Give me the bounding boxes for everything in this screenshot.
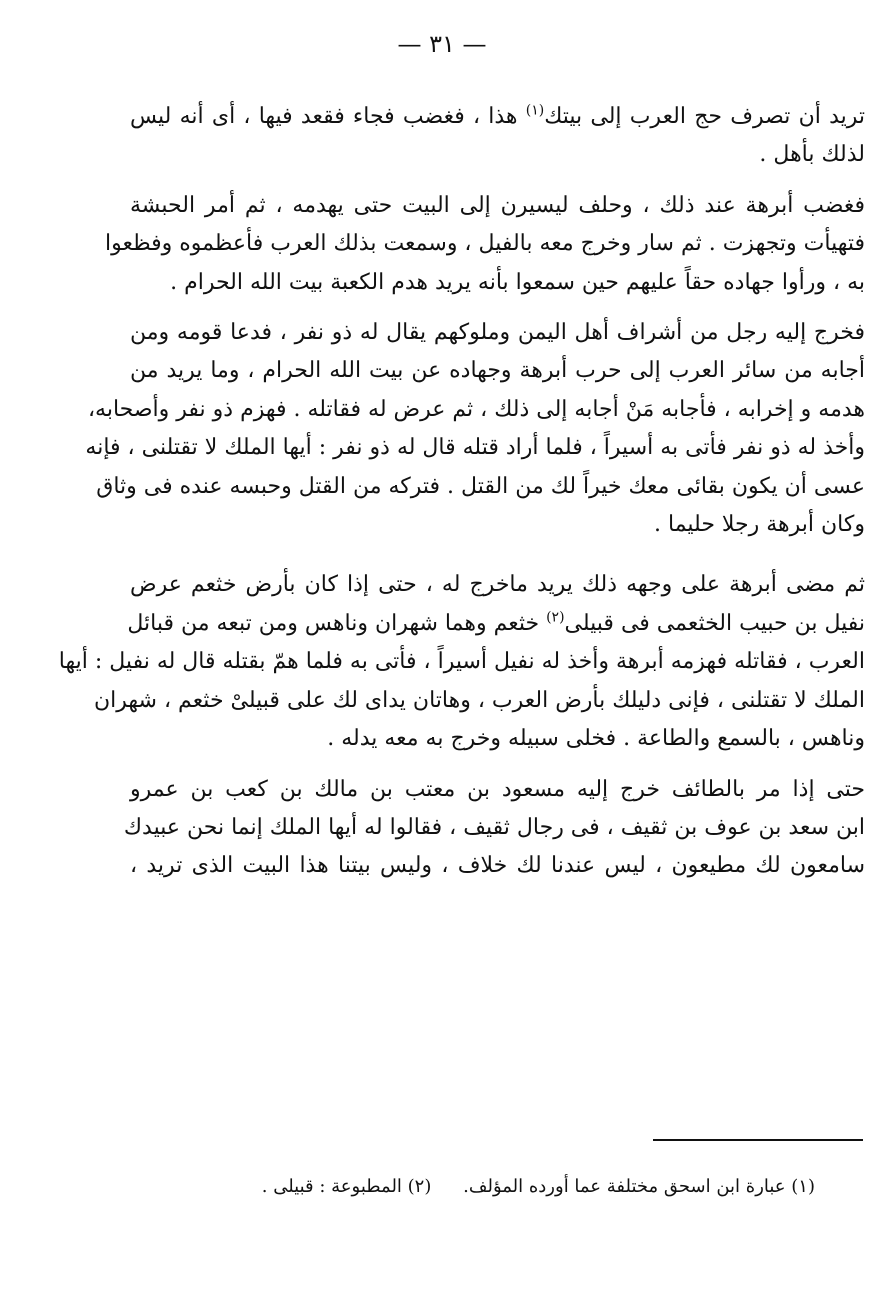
text-line: الملك لا تقتلنى ، فإنى دليلك بأرض العرب ، وهاتان يداى لك على قبيلىْ خثعم ، شهران [93,687,865,713]
text-line: فغضب أبرهة عند ذلك ، وحلف ليسيرن إلى البيت حتى يهدمه ، ثم أمر الحبشة [130,192,865,218]
text-line: سامعون لك مطيعون ، ليس عندنا لك خلاف ، وليس بيتنا هذا البيت الذى تريد ، [130,853,865,879]
text-line: وناهس ، بالسمع والطاعة . فخلى سبيله وخرج به معه يدله . [327,726,865,752]
text-line: لذلك بأهل . [759,142,865,168]
text-line: تريد أن تصرف حج العرب إلى بيتك$^{(١)}$ هذا ، فغضب فجاء فقعد فيها ، أى أنه ليس [130,102,865,129]
text-line: وكان أبرهة رجلا حليما . [654,512,865,538]
paragraph-2 [105,187,865,302]
footnote-2: (٢) المطبوعة : قبيلى . [261,1176,432,1197]
text-line: به ، ورأوا جهاده حقاً عليهم حين سمعوا بأنه يريد هدم الكعبة بيت الله الحرام . [170,269,865,295]
footnotes [250,1176,815,1197]
text-line: ابن سعد بن عوف بن ثقيف ، فى رجال ثقيف ، فقالوا له أيها الملك إنما نحن عبيدك [123,814,865,840]
paragraph-4 [58,566,865,758]
text-line: عسى أن يكون بقائى معك خيراً لك من القتل . فتركه من القتل وحبسه عنده فى وثاق [96,473,865,499]
text-line: العرب ، فقاتله فهزمه أبرهة وأخذ له نفيل أسيراً ، فأتى به فلما همّ بقتله قال له نفيل : أيها [58,649,865,675]
text-line: حتى إذا مر بالطائف خرج إليه مسعود بن معتب بن مالك بن كعب بن عمرو [130,776,865,802]
text-line: وأخذ له ذو نفر فأتى به أسيراً ، فلما أراد قتله قال له ذو نفر : أيها الملك لا تقتلنى ، فإنه [85,435,865,461]
text-line: أجابه من سائر العرب إلى حرب أبرهة وجهاده عن بيت الله الحرام ، وما يريد من [130,358,865,384]
paragraph-5 [123,771,865,886]
footnote-ref-1: (١) [525,102,545,119]
footnote-divider [653,1139,863,1141]
footnote-1: (١) عبارة ابن اسحق مختلفة عما أورده المؤلف. [463,1176,815,1197]
paragraph-1 [130,98,865,175]
text-line: نفيل بن حبيب الخثعمى فى قبيلى$^{(٢)}$ خثعم وهما شهران وناهس ومن تبعه من قبائل [127,609,865,636]
text-line: ثم مضى أبرهة على وجهه ذلك يريد ماخرج له ، حتى إذا كان بأرض خثعم عرض [130,572,865,598]
paragraph-3 [85,314,865,544]
body-text [58,98,865,886]
footnote-ref-2: (٢) [546,609,565,626]
text-line: فخرج إليه رجل من أشراف أهل اليمن وملوكهم يقال له ذو نفر ، فدعا قومه ومن [130,320,865,346]
page-number: — ٣١ — [397,30,487,58]
text-line: فتهيأت وتجهزت . ثم سار وخرج معه بالفيل ، وسمعت بذلك العرب فأعظموه وفظعوا [105,231,865,257]
text-line: هدمه و إخرابه ، فأجابه مَنْ أجابه إلى ذلك ، ثم عرض له فقاتله . فهزم ذو نفر وأصحابه، [87,396,865,422]
